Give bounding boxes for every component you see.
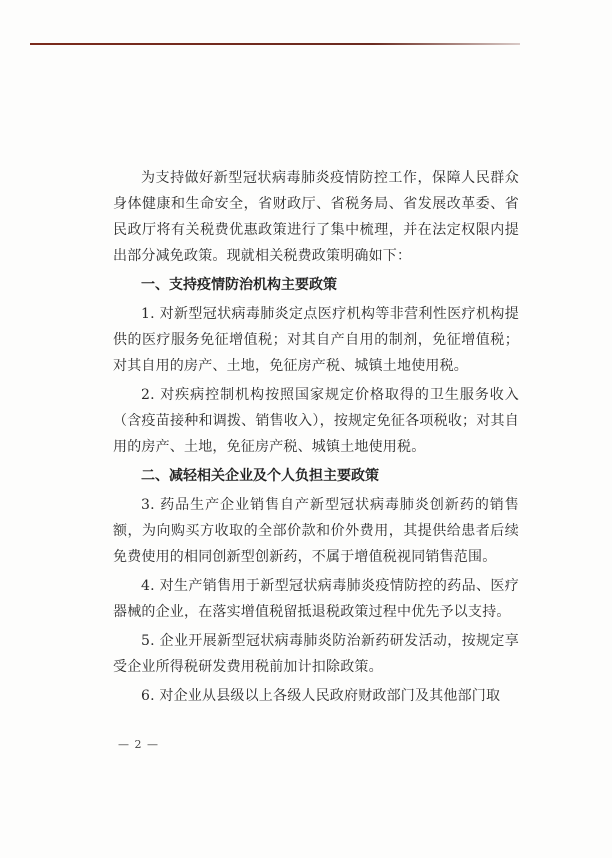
page-number: — 2 — bbox=[118, 738, 159, 751]
header-rule bbox=[30, 43, 520, 45]
section-heading-2: 二、减轻相关企业及个人负担主要政策 bbox=[141, 468, 379, 484]
policy-item-6: 6. 对企业从县级以上各级人民政府财政部门及其他部门取 bbox=[141, 688, 501, 704]
policy-item-5: 5. 企业开展新型冠状病毒肺炎防治新药研发活动，按规定享受企业所得税研发费用税前加计扣除政策。 bbox=[113, 633, 519, 675]
policy-item-4: 4. 对生产销售用于新型冠状病毒肺炎疫情防控的药品、医疗器械的企业，在落实增值税留抵退税政策过程中优先予以支持。 bbox=[113, 578, 519, 620]
document-body bbox=[113, 165, 519, 712]
policy-item-1: 1. 对新型冠状病毒肺炎定点医疗机构等非营利性医疗机构提供的医疗服务免征增值税；对其自产自用的制剂，免征增值税；对其自用的房产、土地，免征房产税、城镇土地使用税。 bbox=[113, 306, 519, 374]
policy-item-3: 3. 药品生产企业销售自产新型冠状病毒肺炎创新药的销售额，为向购买方收取的全部价款和价外费用，其提供给患者后续免费使用的相同创新型创新药，不属于增值税视同销售范围。 bbox=[113, 497, 519, 565]
policy-item-2: 2. 对疾病控制机构按照国家规定价格取得的卫生服务收入（含疫苗接种和调拨、销售收入），按规定免征各项税收；对其自用的房产、土地，免征房产税、城镇土地使用税。 bbox=[113, 387, 519, 455]
section-heading-1: 一、支持疫情防治机构主要政策 bbox=[141, 277, 337, 293]
intro-paragraph: 为支持做好新型冠状病毒肺炎疫情防控工作，保障人民群众身体健康和生命安全，省财政厅、省税务局、省发展改革委、省民政厅将有关税费优惠政策进行了集中梳理，并在法定权限内提出部分减免政策。现就相关税费政策明确如下： bbox=[113, 170, 519, 264]
